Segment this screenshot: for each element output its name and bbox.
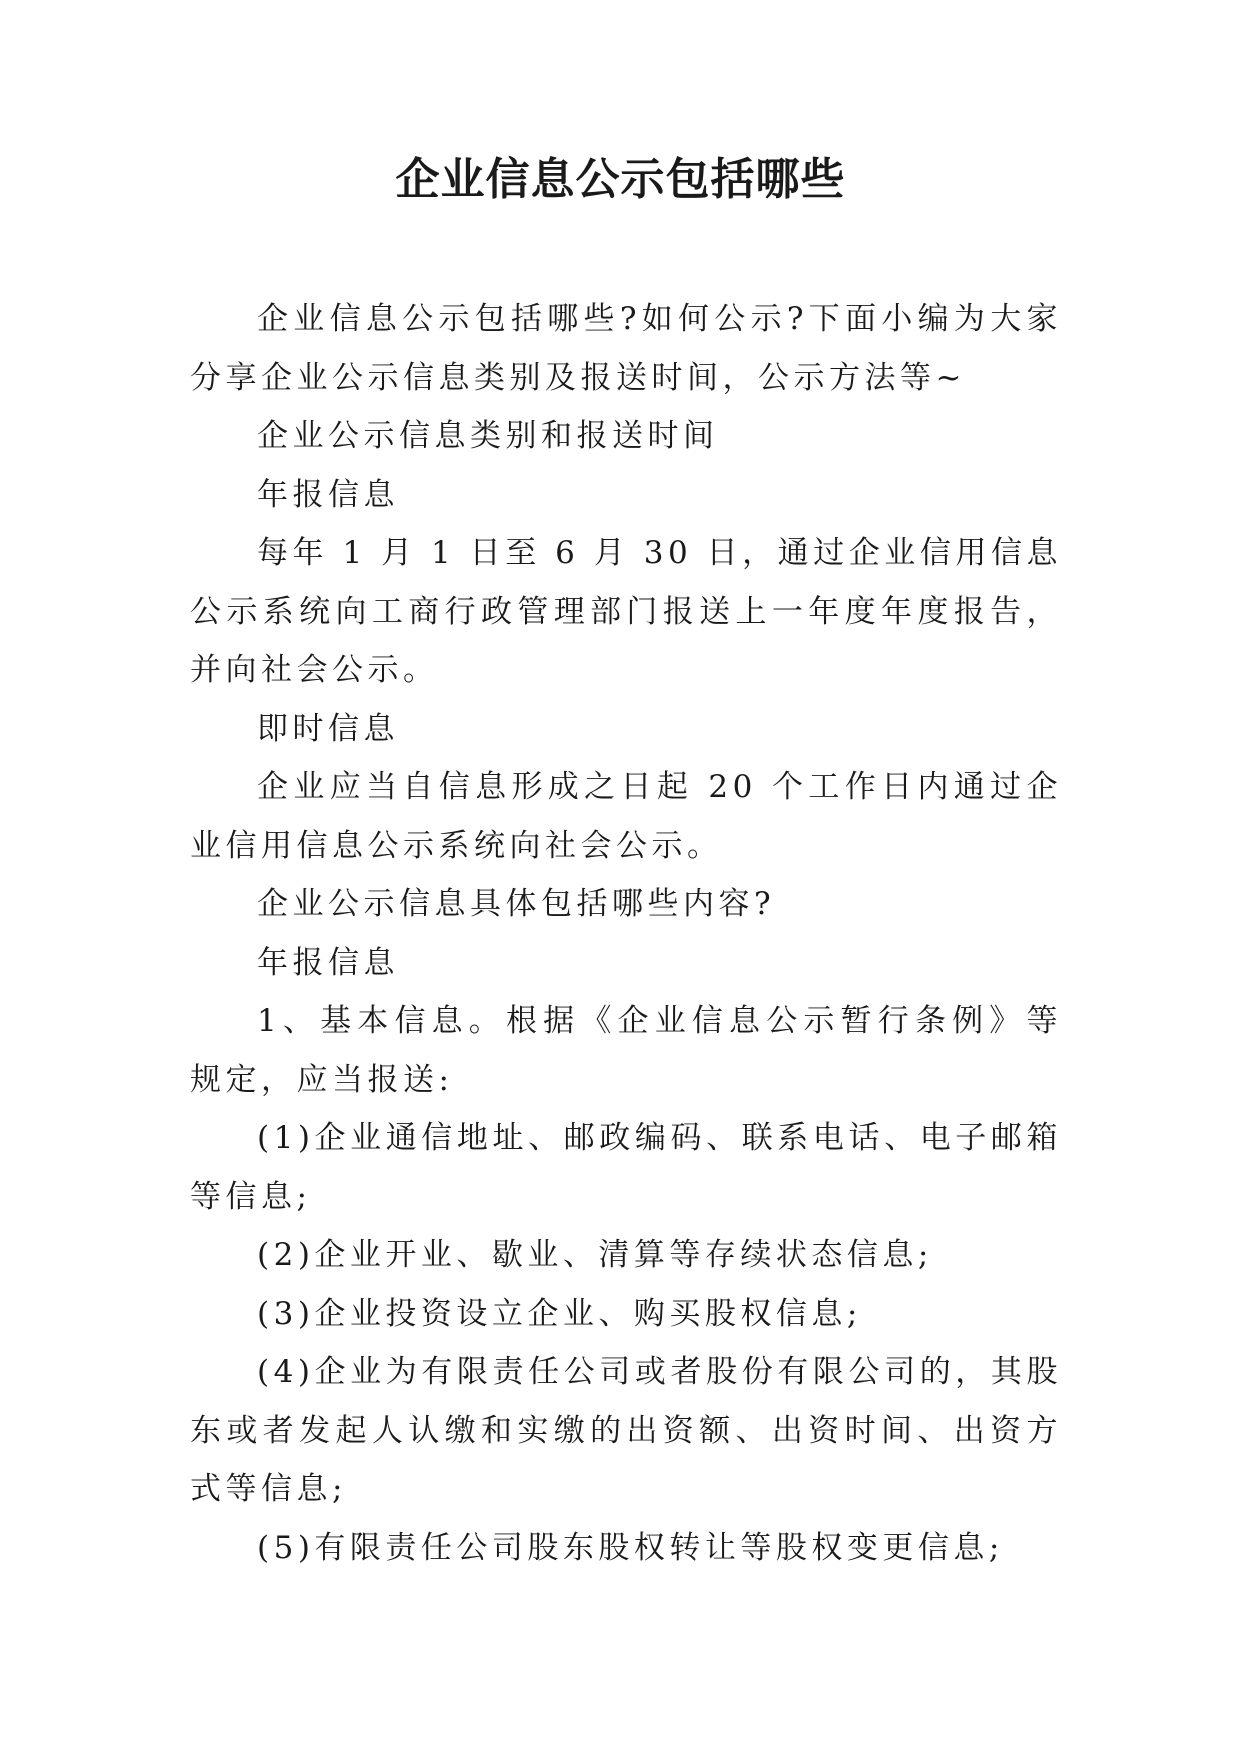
list-item: (2)企业开业、歇业、清算等存续状态信息; — [257, 1237, 933, 1273]
paragraph-instant-schedule: 企业应当自信息形成之日起 20 个工作日内通过企业信用信息公示系统向社会公示。 — [190, 769, 1062, 864]
list-item: (1)企业通信地址、邮政编码、联系电话、电子邮箱等信息; — [190, 1120, 1062, 1215]
paragraph-heading-categories: 企业公示信息类别和报送时间 — [257, 418, 719, 454]
list-item: (4)企业为有限责任公司或者股份有限公司的，其股 东或者发起人认缴和实缴的出资额、出资时间、出资方式等信息; — [190, 1354, 1062, 1507]
paragraph-heading-contents: 企业公示信息具体包括哪些内容? — [257, 886, 776, 922]
document-body — [190, 290, 1062, 1577]
list-item: (3)企业投资设立企业、购买股权信息; — [257, 1295, 862, 1332]
paragraph-intro: 企业信息公示包括哪些?如何公示?下面小编为大家分享企业公示信息类别及报送时间，公示方法等~ — [190, 301, 1062, 396]
list-item: (5)有限责任公司股东股权转让等股权变更信息; — [257, 1529, 1004, 1566]
paragraph-annual-schedule: 每年 1 月 1 日至 6 月 30 日，通过企业信用信息公示系统向工商行政管理部门报送上一年度年度报告，并向社会公示。 — [190, 535, 1062, 688]
paragraph-heading-annual: 年报信息 — [257, 476, 399, 513]
paragraph-heading-instant: 即时信息 — [257, 710, 399, 747]
document-title: 企业信息公示包括哪些 — [395, 154, 846, 205]
paragraph-heading-annual-2: 年报信息 — [257, 944, 399, 981]
paragraph-basic-info: 1、基本信息。根据《企业信息公示暂行条例》等规定，应当报送: — [190, 1003, 1062, 1098]
